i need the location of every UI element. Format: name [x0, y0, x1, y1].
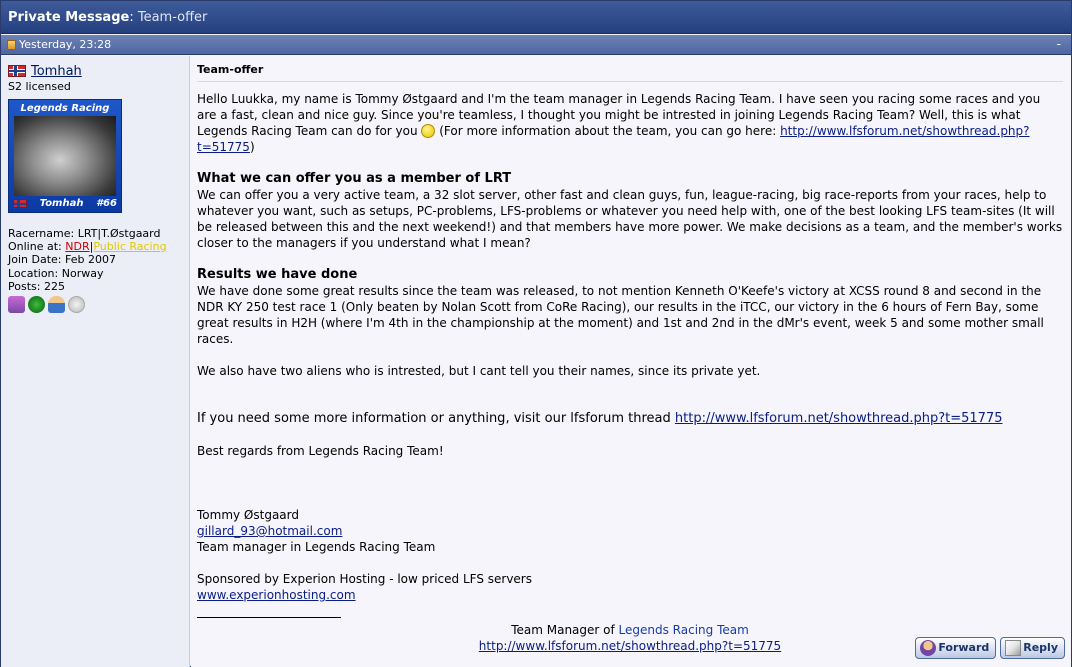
team-thread-link[interactable]: http://www.lfsforum.net/showthread.php?t=51775 [197, 124, 1030, 154]
location-label: Location: [8, 266, 59, 280]
avatar-photo [14, 116, 116, 196]
norway-flag-icon [8, 65, 26, 77]
avatar-name: Tomhah [39, 198, 84, 209]
intro-close-paren: ) [249, 140, 255, 154]
signature-team: Legends Racing Team [618, 623, 749, 637]
sig-name: Tommy Østgaard [197, 508, 299, 522]
user-title: S2 licensed [8, 80, 71, 93]
more-info-text: If you need some more information or anything, visit our lfsforum thread [197, 411, 675, 426]
collapse-button[interactable]: - [1056, 37, 1061, 51]
message-content [191, 56, 1071, 667]
intro-paragraph [197, 91, 1063, 155]
regards-text: Best regards from Legends Racing Team! [197, 444, 444, 458]
forward-label: Forward [938, 641, 990, 654]
avatar [8, 99, 122, 213]
intro-after-text: (For more information about the team, you can go here: [435, 124, 781, 138]
avatar-name-bar [13, 197, 117, 210]
user-profile-icon [48, 296, 65, 313]
heading-offer: What we can offer you as a member of LRT [197, 171, 512, 186]
avatar-number: #66 [96, 198, 117, 209]
posts-label: Posts: [8, 279, 41, 293]
title-label: Private Message [8, 10, 130, 25]
reply-button[interactable] [1000, 637, 1065, 659]
forward-icon [920, 640, 936, 656]
more-info-paragraph [197, 411, 1063, 427]
posts-row [8, 280, 182, 293]
join-date-row [8, 253, 182, 266]
post-action-buttons [915, 637, 1065, 659]
window-titlebar [1, 1, 1071, 34]
results-paragraph: We have done some great results since the team was released, to not mention Kenneth O'Keefe's victory at XCSS round 8 and second in the NDR KY 250 test race 1 (Only beaten by Nolan Scott from CoRe Racing), our results in the iTCC, our victory in the 6 hours of Fern Bay, some great results in H2H (where I'm 4th in the championship at the moment) and 1st and 2nd in the dMr's event, week 5 and some mother small races. [197, 284, 1044, 346]
join-date-value: Feb 2007 [65, 253, 116, 267]
forward-button[interactable] [915, 637, 996, 659]
reply-label: Reply [1023, 641, 1058, 654]
sponsor-link[interactable]: www.experionhosting.com [197, 588, 356, 602]
racername-value: LRT|T.Østgaard [77, 227, 161, 240]
online-separator: | [89, 240, 94, 254]
signature-link[interactable]: http://www.lfsforum.net/showthread.php?t=51775 [478, 639, 782, 653]
more-info-link[interactable]: http://www.lfsforum.net/showthread.php?t=51775 [674, 411, 1003, 426]
online-label: Online at: [8, 240, 62, 254]
post-timestamp: Yesterday, 23:28 [19, 38, 112, 51]
online-ndr-link[interactable]: NDR [65, 240, 90, 254]
offline-status-icon [68, 296, 85, 313]
sponsor-text: Sponsored by Experion Hosting - low priced LFS servers [197, 572, 532, 586]
location-row [8, 267, 182, 280]
message-subject: Team-offer [197, 63, 1063, 82]
avatar-flag-icon [13, 199, 27, 208]
avatar-team-text: Legends Racing [20, 103, 110, 114]
signature-line [197, 622, 1063, 638]
reply-icon [1005, 640, 1021, 656]
signature-divider [197, 617, 341, 618]
title-separator: : [129, 10, 134, 25]
online-lrt-link[interactable]: Public Racing [93, 240, 167, 254]
offer-paragraph: We can offer you a very active team, a 32 slot server, other fast and clean guys, fun, league-racing, big race-reports from your races, help to whatever you want, such as setups, PC-problems, LFS-problems or whatever you need help with, one of the best looking LFS team-sites (It will be released between this and the next weekend!) and that members have more power. We make decisions as a team, and the member's works closer to the managers if you understand what I mean? [197, 188, 1063, 250]
clover-icon [28, 296, 45, 313]
sig-role: Team manager in Legends Racing Team [197, 540, 436, 554]
join-date-label: Join Date: [8, 253, 62, 267]
user-info-sidebar [1, 56, 190, 667]
user-details [8, 227, 182, 313]
post-header-bar [1, 35, 1071, 55]
heading-results: Results we have done [197, 267, 358, 282]
username-row [8, 64, 182, 78]
racername-label: Racername: [8, 227, 75, 240]
smiley-icon [421, 124, 435, 138]
message-body [197, 91, 1063, 603]
user-group-icon [8, 296, 25, 313]
user-badges [8, 296, 182, 313]
aliens-paragraph: We also have two aliens who is intrested, but I cant tell you their names, since its private yet. [197, 364, 761, 378]
posts-value: 225 [43, 279, 65, 293]
signature-prefix: Team Manager of [511, 623, 619, 637]
username-link[interactable]: Tomhah [31, 63, 82, 79]
post-icon [7, 40, 16, 50]
racername-row [8, 227, 182, 240]
location-value: Norway [61, 266, 104, 280]
online-row [8, 240, 182, 253]
title-subject: Team-offer [137, 10, 208, 25]
intro-text: Hello Luukka, my name is Tommy Østgaard and I'm the team manager in Legends Racing Team. I have seen you racing some races and you are a fast, clean and nice guy. Since you're teamless, I thought you might be intrested in joining Legends Racing Team? Well, this is what Legends Racing Team can do for you [197, 92, 1041, 138]
sig-email-link[interactable]: gillard_93@hotmail.com [197, 524, 343, 538]
